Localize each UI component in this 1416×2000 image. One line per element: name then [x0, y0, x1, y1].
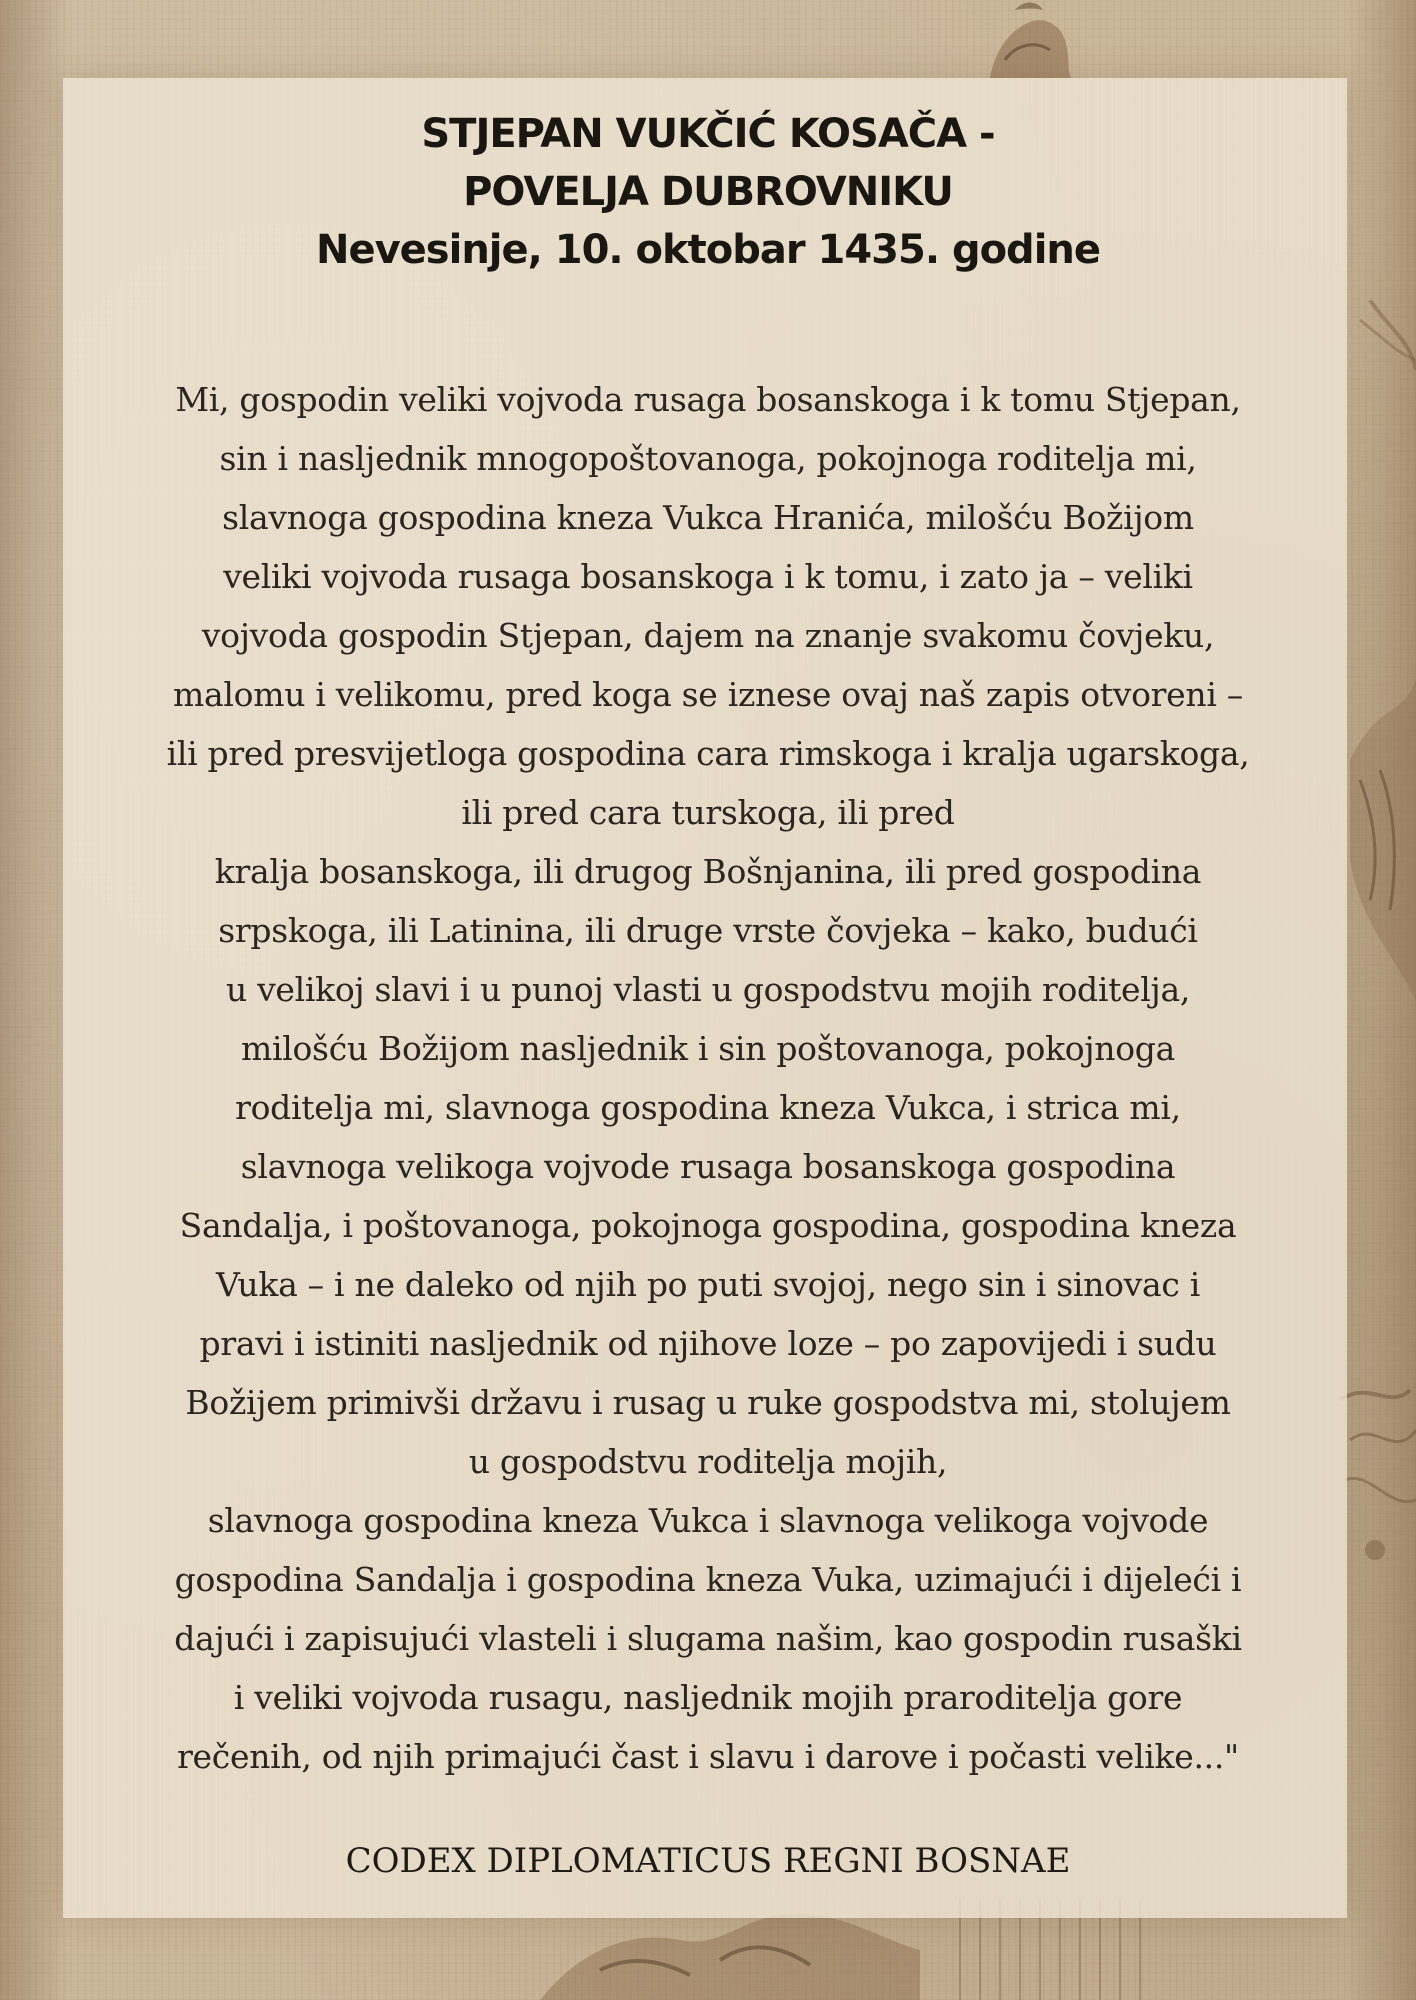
charter-line: veliki vojvoda rusaga bosanskoga i k tomu, i zato ja – veliki: [223, 557, 1193, 596]
charter-line: slavnoga gospodina kneza Vukca Hranića, milošću Božijom: [222, 498, 1194, 537]
charter-line: kralja bosanskoga, ili drugog Bošnjanina, ili pred gospodina: [214, 852, 1202, 891]
charter-line: ili pred cara turskoga, ili pred: [461, 793, 955, 832]
charter-line: rečenih, od njih primajući čast i slavu i darove i počasti velike...": [177, 1737, 1239, 1776]
document-title: [0, 105, 1416, 279]
source-citation: CODEX DIPLOMATICUS REGNI BOSNAE: [345, 1841, 1071, 1881]
charter-line: slavnoga gospodina kneza Vukca i slavnoga velikoga vojvode: [207, 1501, 1209, 1540]
charter-line: Sandalja, i poštovanoga, pokojnoga gospodina, gospodina kneza: [179, 1206, 1237, 1245]
title-date-line: Nevesinje, 10. oktobar 1435. godine: [315, 227, 1101, 273]
charter-line: ili pred presvijetloga gospodina cara rimskoga i kralja ugarskoga,: [166, 734, 1250, 773]
charter-line: gospodina Sandalja i gospodina kneza Vuka, uzimajući i dijeleći i: [174, 1560, 1242, 1599]
charter-line: dajući i zapisujući vlasteli i slugama našim, kao gospodin rusaški: [174, 1619, 1242, 1658]
charter-line: Vuka – i ne daleko od njih po puti svojoj, nego sin i sinovac i: [216, 1265, 1200, 1304]
charter-line: u gospodstvu roditelja mojih,: [468, 1442, 948, 1481]
charter-line: milošću Božijom nasljednik i sin poštovanoga, pokojnoga: [240, 1029, 1176, 1068]
charter-text: [0, 370, 1416, 1786]
charter-line: pravi i istiniti nasljednik od njihove loze – po zapovijedi i sudu: [199, 1324, 1217, 1363]
title-line-2: POVELJA DUBROVNIKU: [463, 169, 953, 215]
charter-line: sin i nasljednik mnogopoštovanoga, pokojnoga roditelja mi,: [219, 439, 1197, 478]
charter-line: malomu i velikomu, pred koga se iznese ovaj naš zapis otvoreni –: [173, 675, 1243, 714]
charter-line: Božijem primivši državu i rusag u ruke gospodstva mi, stolujem: [185, 1383, 1231, 1422]
title-line-1: STJEPAN VUKČIĆ KOSAČA -: [421, 111, 995, 157]
charter-line: roditelja mi, slavnoga gospodina kneza Vukca, i strica mi,: [235, 1088, 1181, 1127]
ornament-top: [975, 0, 1085, 78]
charter-line: slavnoga velikoga vojvode rusaga bosanskoga gospodina: [240, 1147, 1176, 1186]
charter-line: srpskoga, ili Latinina, ili druge vrste čovjeka – kako, budući: [218, 911, 1198, 950]
charter-line: vojvoda gospodin Stjepan, dajem na znanje svakomu čovjeku,: [201, 616, 1215, 655]
charter-line: u velikoj slavi i u punoj vlasti u gospodstvu mojih roditelja,: [225, 970, 1191, 1009]
charter-line: i veliki vojvoda rusagu, nasljednik mojih praroditelja gore: [233, 1678, 1183, 1717]
charter-line: Mi, gospodin veliki vojvoda rusaga bosanskoga i k tomu Stjepan,: [175, 380, 1241, 419]
